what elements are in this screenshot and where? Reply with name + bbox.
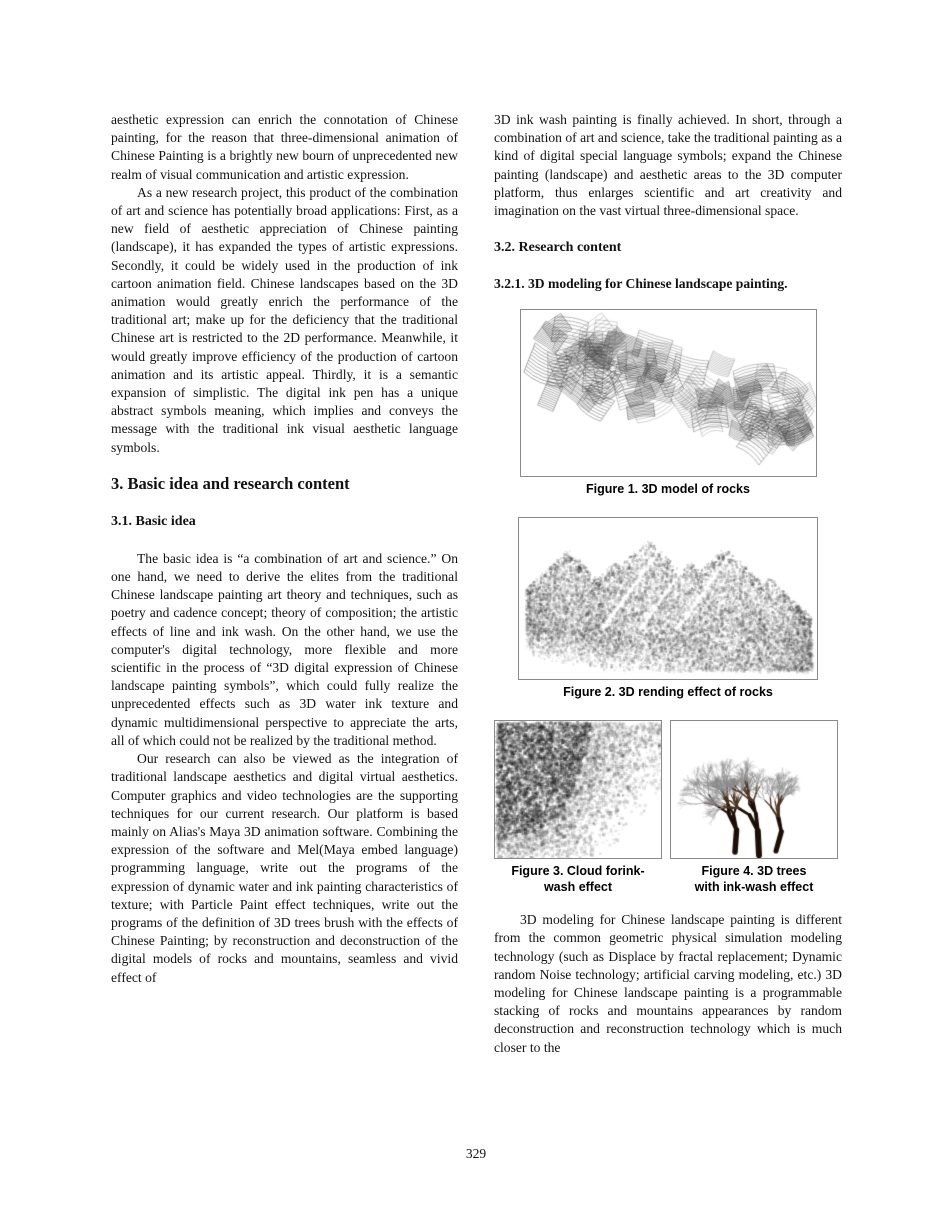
figure4-frame [670, 720, 838, 859]
figure3-frame [494, 720, 662, 859]
caption-line: Figure 4. 3D trees [701, 864, 807, 879]
figure2-caption [518, 685, 818, 701]
figure4-trees-inkwash-image [671, 721, 838, 858]
paragraph: Our research can also be viewed as the integration of traditional landscape aesthetics and digital virtual aesthetics. Computer graphics and video technologies are the supporting techniques for our current research. Our platform is based mainly on Alias's Maya 3D animation software. Combining the expression of the software and Mel(Maya embed language) programming language, write out the programs of the expression of dynamic water and ink painting characteristics of texture; with Particle Paint effect techniques, write out the programs of the definition of 3D trees brush with the effects of Chinese Painting; by reconstruction and deconstruction of the digital models of rocks and mountains, seamless and vivid effect of [111, 751, 458, 985]
figure-row [494, 720, 838, 895]
figure-1 [520, 309, 817, 498]
figure1-caption [520, 482, 817, 498]
paragraph: 3D ink wash painting is finally achieved. In short, through a combination of art and science, take the traditional painting as a kind of digital special language symbols; expand the Chinese painting (landscape) and aesthetic areas to the 3D computer platform, thus enlarges scientific and art creativity and imagination on the vast virtual three-dimensional space. [494, 112, 842, 219]
figure2-inkwash-rocks-image [519, 518, 817, 679]
figure-3 [494, 720, 662, 895]
subsubsection-heading: 3.2.1. 3D modeling for Chinese landscape painting. [494, 276, 788, 292]
caption-line: wash effect [543, 879, 613, 894]
figure1-frame [520, 309, 817, 477]
figure3-caption [494, 864, 662, 895]
subsection-heading: 3.1. Basic idea [111, 513, 196, 529]
right-column [494, 111, 842, 1057]
figure4-caption [670, 864, 838, 895]
caption-line: Figure 2. 3D rending effect of rocks [563, 684, 773, 699]
figure3-cloud-inkwash-image [495, 721, 661, 858]
section-heading: 3. Basic idea and research content [111, 473, 350, 493]
subsection-heading: 3.2. Research content [494, 240, 622, 256]
figure-2 [518, 517, 818, 701]
figure-4 [670, 720, 838, 895]
caption-line: Figure 3. Cloud forink- [511, 864, 645, 879]
caption-line: Figure 1. 3D model of rocks [586, 482, 750, 497]
paragraph: The basic idea is “a combination of art and science.” On one hand, we need to derive the elites from the traditional Chinese landscape painting art theory and techniques, such as poetry and cadence concept; theory of composition; the artistic effects of line and ink wash. On the other hand, we use the computer's digital technology, more flexible and more scientific in the process of “3D digital expression of Chinese landscape painting symbols”, which could fully realize the unprecedented effects such as 3D water ink texture and dynamic multidimensional perspective to appreciate the arts, all of which could not be realized by the traditional method. [111, 550, 458, 748]
paragraph: 3D modeling for Chinese landscape painting is different from the common geometric physical simulation modeling technology (such as Displace by fractal replacement; Dynamic random Noise technology; artificial carving modeling, etc.) 3D modeling for Chinese landscape painting is a programmable stacking of rocks and mountains appearances by random deconstruction and reconstruction technology which is much closer to the [494, 912, 842, 1055]
figure2-frame [518, 517, 818, 680]
caption-line: with ink-wash effect [694, 879, 814, 894]
paragraph: aesthetic expression can enrich the connotation of Chinese painting, for the reason that three-dimensional animation of Chinese Painting is a brightly new bourn of unprecedented new realm of visual communication and artistic expression. [111, 112, 458, 182]
left-column [111, 111, 458, 987]
paragraph: As a new research project, this product of the combination of art and science has potentially broad applications: First, as a new field of aesthetic appreciation of Chinese painting (landscape), it has expanded the types of artistic expressions. Secondly, it could be widely used in the production of ink cartoon animation field. Chinese landscapes based on the 3D animation would greatly enrich the performance of the traditional art; make up for the deficiency that the traditional Chinese art is restricted to the 2D performance. Meanwhile, it would greatly improve efficiency of the production of cartoon animation and its artistic appeal. Thirdly, it is a semantic expansion of simplistic. The digital ink pen has a unique abstract symbols meaning, which implies and conveys the message with the traditional ink visual aesthetic language symbols. [111, 184, 458, 455]
page-number: 329 [465, 1146, 487, 1161]
figure1-wireframe-rocks-image [521, 310, 816, 476]
